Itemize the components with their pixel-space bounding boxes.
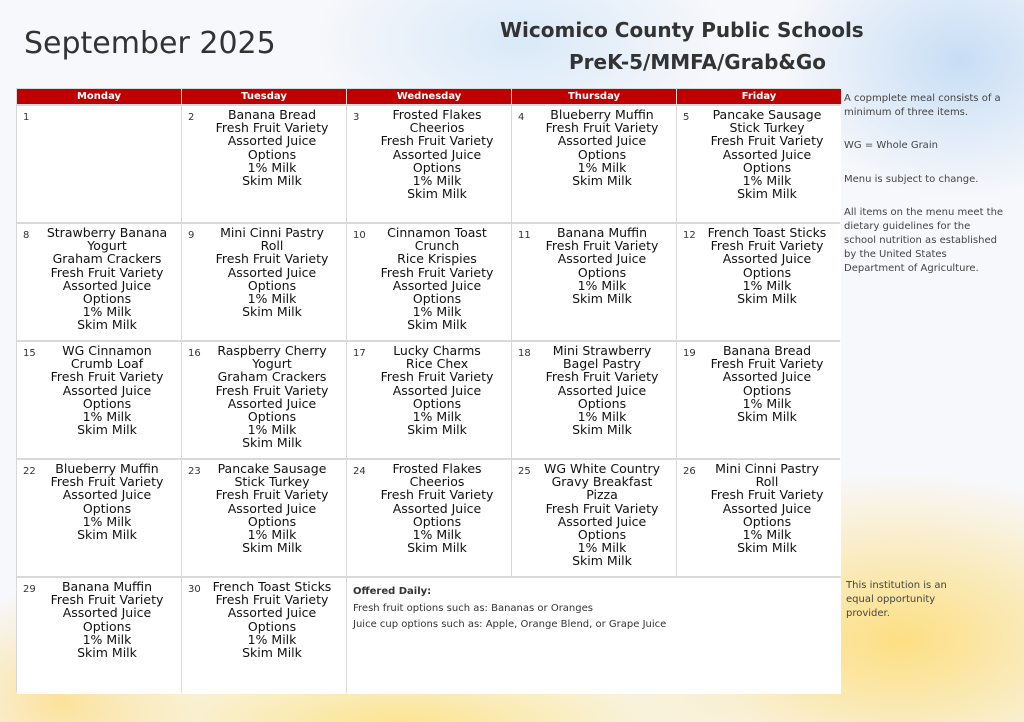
menu-items [200, 108, 344, 187]
menu-item: Assorted Juice [392, 500, 482, 516]
date-number: 29 [23, 584, 36, 595]
menu-item: WG Cinnamon [62, 343, 152, 358]
menu-item: Fresh Fruit Variety [50, 369, 164, 385]
menu-item: 1% Milk [742, 173, 792, 189]
menu-items [365, 108, 509, 200]
menu-item: Skim Milk [242, 540, 302, 556]
menu-item: Pancake Sausage [712, 107, 822, 122]
menu-items [695, 344, 839, 423]
menu-item: Options [577, 146, 627, 162]
menu-item: Options [247, 513, 297, 529]
menu-item: Fresh Fruit Variety [710, 238, 824, 254]
menu-item: 1% Milk [247, 159, 297, 175]
menu-item: Options [412, 291, 462, 307]
program-name: PreK-5/MMFA/Grab&Go [568, 50, 826, 74]
menu-item: Blueberry Muffin [550, 107, 654, 122]
menu-item: Assorted Juice [392, 277, 482, 293]
menu-item: Options [742, 264, 792, 280]
menu-items [35, 580, 179, 659]
note-complete-meal: A copmplete meal consists of a minimum of three items. [844, 93, 1001, 118]
menu-item: Skim Milk [572, 422, 632, 438]
day-cell [17, 578, 181, 694]
day-cell [677, 342, 841, 458]
offered-daily-juice: Juice cup options such as: Apple, Orange Blend, or Grape Juice [353, 619, 667, 630]
day-cell [182, 224, 346, 340]
menu-item: Yogurt [252, 356, 292, 372]
day-cell [17, 106, 181, 222]
menu-item: Skim Milk [77, 422, 137, 438]
menu-item: Skim Milk [572, 173, 632, 189]
menu-item: Fresh Fruit Variety [380, 369, 494, 385]
menu-item: Fresh Fruit Variety [380, 264, 494, 280]
menu-items [530, 226, 674, 305]
menu-item: Fresh Fruit Variety [215, 487, 329, 503]
menu-item: Options [577, 395, 627, 411]
day-cell [17, 342, 181, 458]
offered-daily-fruit: Fresh fruit options such as: Bananas or Oranges [353, 603, 593, 614]
menu-item: Fresh Fruit Variety [545, 238, 659, 254]
menu-item: Assorted Juice [62, 605, 152, 621]
menu-item: Options [577, 527, 627, 543]
menu-item: 1% Milk [247, 631, 297, 647]
menu-item: Cinnamon Toast [387, 225, 487, 240]
date-number: 17 [353, 348, 366, 359]
menu-item: Mini Cinni Pastry [220, 225, 324, 240]
menu-items [530, 344, 674, 436]
menu-item: Crumb Loaf [70, 356, 144, 372]
menu-items [530, 462, 674, 568]
date-number: 10 [353, 230, 366, 241]
date-number: 18 [518, 348, 531, 359]
menu-items [35, 226, 179, 332]
menu-item: 1% Milk [742, 395, 792, 411]
equal-opportunity-statement: This institution is an equal opportunity provider. [846, 580, 947, 619]
menu-item: Skim Milk [77, 527, 137, 543]
menu-item: Fresh Fruit Variety [710, 356, 824, 372]
menu-item: 1% Milk [577, 277, 627, 293]
menu-calendar [16, 88, 840, 692]
menu-item: Yogurt [87, 238, 127, 254]
menu-item: Assorted Juice [227, 395, 317, 411]
menu-item: Assorted Juice [557, 133, 647, 149]
menu-item: Fresh Fruit Variety [545, 500, 659, 516]
menu-item: Stick Turkey [729, 120, 805, 136]
date-number: 19 [683, 348, 696, 359]
menu-item: Assorted Juice [392, 146, 482, 162]
menu-item: Skim Milk [407, 317, 467, 333]
menu-item: Options [742, 513, 792, 529]
menu-item: Assorted Juice [62, 277, 152, 293]
menu-item: Raspberry Cherry [217, 343, 327, 358]
menu-item: Skim Milk [242, 645, 302, 661]
menu-item: Assorted Juice [62, 382, 152, 398]
menu-item: Fresh Fruit Variety [215, 120, 329, 136]
day-cell [512, 224, 676, 340]
menu-item: Options [82, 291, 132, 307]
menu-item: Options [82, 618, 132, 634]
menu-item: Strawberry Banana [46, 225, 168, 240]
menu-item: Options [247, 277, 297, 293]
menu-item: Rice Chex [405, 356, 469, 372]
menu-item: Gravy Breakfast [551, 474, 653, 490]
date-number: 23 [188, 466, 201, 477]
note-subject-to-change: Menu is subject to change. [844, 174, 979, 185]
menu-item: Assorted Juice [227, 500, 317, 516]
date-number: 30 [188, 584, 201, 595]
day-cell [677, 224, 841, 340]
menu-item: 1% Milk [412, 173, 462, 189]
offered-daily-title: Offered Daily: [353, 586, 432, 597]
date-number: 3 [353, 112, 360, 123]
menu-item: Skim Milk [77, 317, 137, 333]
menu-items [200, 462, 344, 554]
menu-item: Assorted Juice [557, 513, 647, 529]
menu-item: 1% Milk [247, 422, 297, 438]
menu-item: Fresh Fruit Variety [50, 474, 164, 490]
menu-item: Fresh Fruit Variety [545, 120, 659, 136]
menu-item: 1% Milk [412, 527, 462, 543]
menu-item: Frosted Flakes [392, 461, 482, 476]
menu-item: Banana Bread [227, 107, 317, 122]
menu-item: Fresh Fruit Variety [215, 592, 329, 608]
day-cell [347, 106, 511, 222]
menu-items [695, 462, 839, 554]
day-cell [347, 460, 511, 576]
day-cell [182, 460, 346, 576]
menu-item: Assorted Juice [557, 382, 647, 398]
note-whole-grain: WG = Whole Grain [844, 140, 938, 151]
menu-item: Frosted Flakes [392, 107, 482, 122]
menu-item: 1% Milk [82, 631, 132, 647]
menu-item: Options [577, 264, 627, 280]
menu-item: Fresh Fruit Variety [50, 592, 164, 608]
date-number: 9 [188, 230, 195, 241]
menu-item: Roll [755, 474, 779, 490]
menu-item: 1% Milk [577, 540, 627, 556]
menu-item: Options [82, 395, 132, 411]
menu-item: Banana Muffin [61, 579, 153, 594]
menu-item: Assorted Juice [722, 369, 812, 385]
menu-item: Fresh Fruit Variety [710, 487, 824, 503]
menu-item: Fresh Fruit Variety [50, 264, 164, 280]
date-number: 12 [683, 230, 696, 241]
menu-item: Assorted Juice [557, 251, 647, 267]
menu-item: 1% Milk [82, 409, 132, 425]
menu-item: Assorted Juice [722, 251, 812, 267]
menu-item: 1% Milk [577, 409, 627, 425]
day-cell [512, 342, 676, 458]
menu-items [35, 462, 179, 541]
day-cell [182, 342, 346, 458]
menu-item: Skim Milk [242, 304, 302, 320]
menu-item: Rice Krispies [397, 251, 477, 267]
menu-item: 1% Milk [412, 409, 462, 425]
day-cell [512, 106, 676, 222]
day-cell [677, 460, 841, 576]
menu-item: 1% Milk [412, 304, 462, 320]
menu-item: 1% Milk [247, 527, 297, 543]
date-number: 22 [23, 466, 36, 477]
menu-items [200, 580, 344, 659]
menu-item: Banana Bread [722, 343, 812, 358]
menu-item: Skim Milk [407, 422, 467, 438]
menu-item: Graham Crackers [217, 369, 327, 385]
menu-item: Fresh Fruit Variety [545, 369, 659, 385]
date-number: 25 [518, 466, 531, 477]
menu-item: Assorted Juice [722, 500, 812, 516]
menu-item: Options [247, 618, 297, 634]
menu-item: Assorted Juice [62, 487, 152, 503]
day-cell [17, 224, 181, 340]
menu-item: Banana Muffin [556, 225, 648, 240]
menu-item: Fresh Fruit Variety [380, 133, 494, 149]
day-cell [182, 106, 346, 222]
menu-item: 1% Milk [577, 159, 627, 175]
menu-item: Options [412, 159, 462, 175]
menu-item: Blueberry Muffin [55, 461, 159, 476]
date-number: 1 [23, 112, 30, 123]
menu-item: Mini Strawberry [552, 343, 652, 358]
menu-item: Options [742, 382, 792, 398]
menu-item: Skim Milk [737, 186, 797, 202]
menu-item: Cheerios [409, 120, 465, 136]
menu-item: Assorted Juice [227, 605, 317, 621]
date-number: 5 [683, 112, 690, 123]
menu-item: Options [82, 500, 132, 516]
date-number: 24 [353, 466, 366, 477]
day-cell [17, 460, 181, 576]
menu-item: Assorted Juice [722, 146, 812, 162]
menu-item: Fresh Fruit Variety [710, 133, 824, 149]
day-cell [677, 106, 841, 222]
menu-item: Fresh Fruit Variety [215, 382, 329, 398]
day-header-friday: Friday [677, 89, 841, 104]
date-number: 26 [683, 466, 696, 477]
menu-item: Fresh Fruit Variety [215, 251, 329, 267]
menu-item: Skim Milk [572, 291, 632, 307]
menu-item: WG White Country [544, 461, 660, 476]
menu-item: Pancake Sausage [217, 461, 327, 476]
date-number: 2 [188, 112, 195, 123]
menu-item: Fresh Fruit Variety [380, 487, 494, 503]
menu-item: Graham Crackers [52, 251, 162, 267]
menu-items [35, 344, 179, 436]
menu-item: French Toast Sticks [212, 579, 332, 594]
menu-item: Roll [260, 238, 284, 254]
menu-item: 1% Milk [742, 527, 792, 543]
menu-item: Crunch [414, 238, 460, 254]
menu-item: 1% Milk [247, 291, 297, 307]
menu-item: 1% Milk [742, 277, 792, 293]
menu-item: Lucky Charms [393, 343, 481, 358]
menu-item: Stick Turkey [234, 474, 310, 490]
date-number: 8 [23, 230, 30, 241]
day-header-tuesday: Tuesday [182, 89, 346, 104]
menu-item: Bagel Pastry [563, 356, 641, 372]
menu-item: Options [412, 395, 462, 411]
menu-item: Skim Milk [242, 173, 302, 189]
menu-item: Options [742, 159, 792, 175]
menu-item: Options [247, 146, 297, 162]
menu-item: Cheerios [409, 474, 465, 490]
menu-item: Assorted Juice [392, 382, 482, 398]
menu-item: Assorted Juice [227, 133, 317, 149]
menu-item: Skim Milk [407, 186, 467, 202]
menu-items [200, 344, 344, 450]
menu-items [365, 226, 509, 332]
menu-item: Options [412, 513, 462, 529]
menu-item: Skim Milk [572, 553, 632, 569]
menu-item: Options [247, 409, 297, 425]
day-header-thursday: Thursday [512, 89, 676, 104]
menu-item: Skim Milk [77, 645, 137, 661]
menu-item: Skim Milk [737, 540, 797, 556]
day-cell [347, 224, 511, 340]
menu-item: Skim Milk [407, 540, 467, 556]
menu-item: Assorted Juice [227, 264, 317, 280]
date-number: 11 [518, 230, 531, 241]
school-name: Wicomico County Public Schools [500, 18, 864, 42]
menu-items [200, 226, 344, 318]
menu-item: Mini Cinni Pastry [715, 461, 819, 476]
menu-item: Skim Milk [737, 409, 797, 425]
menu-items [695, 226, 839, 305]
menu-items [530, 108, 674, 187]
menu-items [695, 108, 839, 200]
menu-item: Pizza [586, 487, 618, 503]
menu-items [365, 462, 509, 554]
date-number: 16 [188, 348, 201, 359]
note-dietary-guidelines: All items on the menu meet the dietary guidelines for the school nutrition as established by the United States Department of Agriculture. [844, 207, 1004, 274]
date-number: 4 [518, 112, 525, 123]
day-header-monday: Monday [17, 89, 181, 104]
offered-daily-box [347, 578, 841, 694]
day-cell [347, 342, 511, 458]
menu-item: French Toast Sticks [707, 225, 827, 240]
day-cell [182, 578, 346, 694]
menu-item: Skim Milk [242, 435, 302, 451]
day-header-wednesday: Wednesday [347, 89, 511, 104]
day-cell [512, 460, 676, 576]
date-number: 15 [23, 348, 36, 359]
menu-items [365, 344, 509, 436]
month-title: September 2025 [24, 26, 276, 61]
menu-item: 1% Milk [82, 304, 132, 320]
menu-item: 1% Milk [82, 513, 132, 529]
menu-item: Skim Milk [737, 291, 797, 307]
